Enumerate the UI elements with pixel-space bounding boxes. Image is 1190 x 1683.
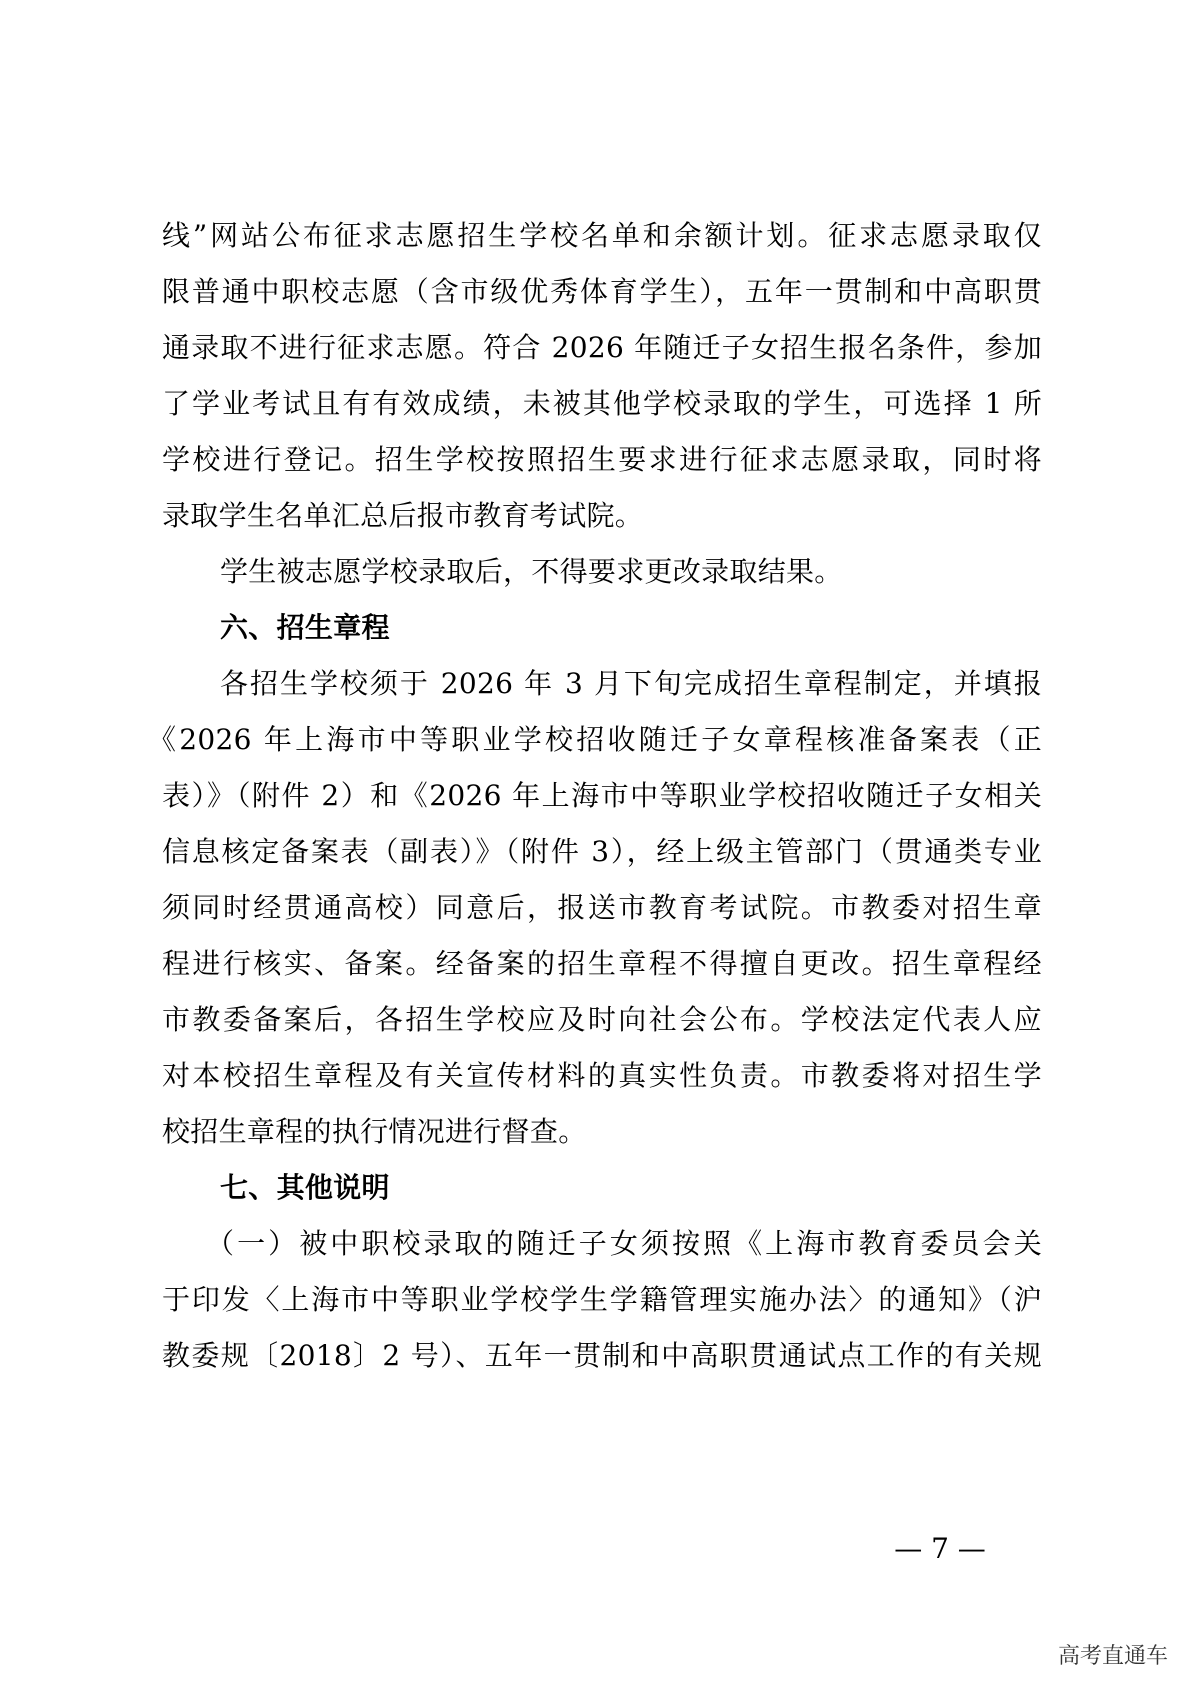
paragraph-line: 市教委备案后，各招生学校应及时向社会公布。学校法定代表人应 xyxy=(162,1003,1042,1036)
section-heading: 七、其他说明 xyxy=(220,1171,390,1204)
paragraph-line: 学校进行登记。招生学校按照招生要求进行征求志愿录取，同时将 xyxy=(162,443,1042,476)
paragraph-line: 对本校招生章程及有关宣传材料的真实性负责。市教委将对招生学 xyxy=(162,1059,1042,1092)
paragraph-line: 学生被志愿学校录取后，不得要求更改录取结果。 xyxy=(220,555,843,588)
paragraph-line: 《2026 年上海市中等职业学校招收随迁子女章程核准备案表（正 xyxy=(148,723,1042,756)
paragraph-line: 各招生学校须于 2026 年 3 月下旬完成招生章程制定，并填报 xyxy=(220,667,1042,700)
paragraph-line: 须同时经贯通高校）同意后，报送市教育考试院。市教委对招生章 xyxy=(162,891,1042,924)
paragraph-line: 于印发〈上海市中等职业学校学生学籍管理实施办法〉的通知》（沪 xyxy=(162,1283,1042,1316)
paragraph-line: 程进行核实、备案。经备案的招生章程不得擅自更改。招生章程经 xyxy=(162,947,1042,980)
paragraph-line: 限普通中职校志愿（含市级优秀体育学生），五年一贯制和中高职贯 xyxy=(162,275,1042,308)
paragraph-line: 信息核定备案表（副表）》（附件 3），经上级主管部门（贯通类专业 xyxy=(162,835,1042,868)
paragraph-line: 表）》（附件 2）和《2026 年上海市中等职业学校招收随迁子女相关 xyxy=(162,779,1042,812)
section-heading: 六、招生章程 xyxy=(220,611,390,644)
page-number: — 7 — xyxy=(894,1532,986,1565)
paragraph-line: （一）被中职校录取的随迁子女须按照《上海市教育委员会关 xyxy=(206,1227,1042,1260)
paragraph-line: 录取学生名单汇总后报市教育考试院。 xyxy=(162,499,644,532)
paragraph-line: 线”网站公布征求志愿招生学校名单和余额计划。征求志愿录取仅 xyxy=(162,219,1042,252)
paragraph-line: 教委规〔2018〕2 号）、五年一贯制和中高职贯通试点工作的有关规 xyxy=(162,1339,1042,1372)
paragraph-line: 通录取不进行征求志愿。符合 2026 年随迁子女招生报名条件，参加 xyxy=(162,331,1042,364)
paragraph-line: 了学业考试且有有效成绩，未被其他学校录取的学生，可选择 1 所 xyxy=(162,387,1042,420)
paragraph-line: 校招生章程的执行情况进行督查。 xyxy=(162,1115,587,1148)
watermark: 高考直通车 xyxy=(1057,1644,1168,1669)
